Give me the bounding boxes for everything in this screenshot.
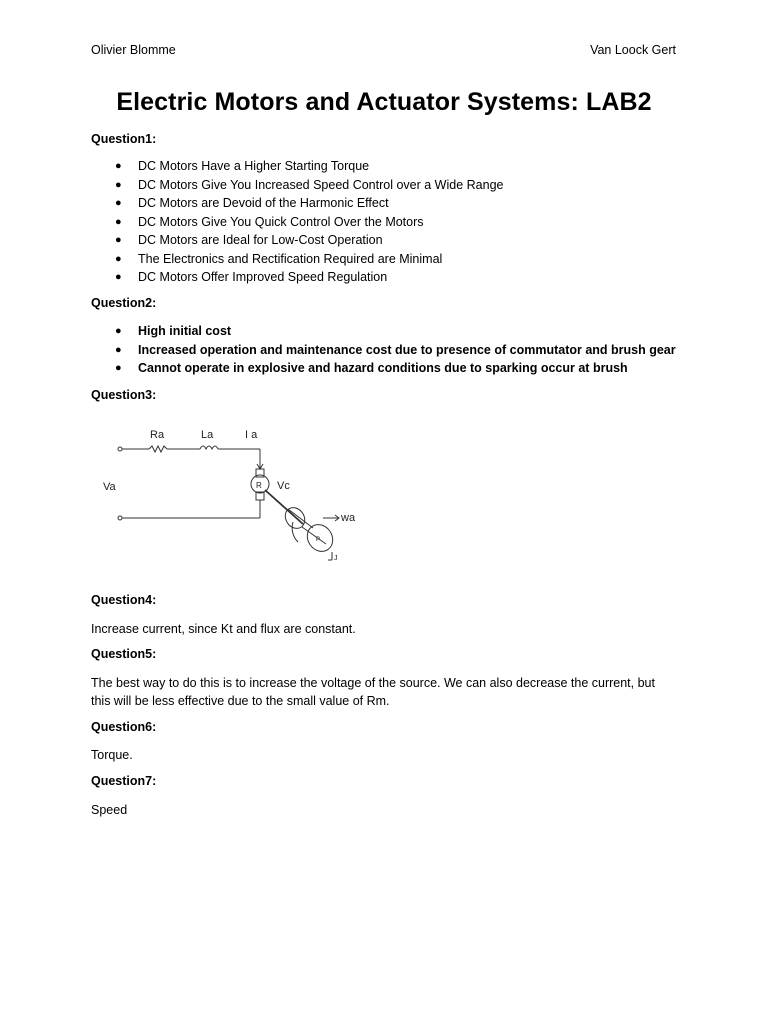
bullet-icon: ● [115,362,122,374]
bullet-icon: ● [115,160,122,172]
list-item: ● DC Motors Give You Increased Speed Control over a Wide Range [91,176,503,195]
question5-answer: The best way to do this is to increase the voltage of the source. We can also decrease the current, but this will be less effective due to the small value of Rm. [91,676,655,708]
dc-motor-circuit-diagram [95,420,365,570]
bullet-icon: ● [115,197,122,209]
label-va: Va [103,481,116,493]
label-ra: Ra [150,429,165,441]
terminal-bottom-icon [118,516,122,520]
list-item: ● High initial cost [91,322,676,341]
list-item: ● DC Motors are Devoid of the Harmonic Effect [91,194,503,213]
list-item: ● DC Motors Have a Higher Starting Torque [91,157,503,176]
list-item: ● The Electronics and Rectification Required are Minimal [91,250,503,269]
list-item: ● DC Motors are Ideal for Low-Cost Operation [91,231,503,250]
list-item: ● Increased operation and maintenance cost due to presence of commutator and brush gear [91,341,676,360]
list-item: ● DC Motors Offer Improved Speed Regulation [91,268,503,287]
bullet-icon: ● [115,271,122,283]
label-wa: wa [341,512,356,524]
bullet-icon: ● [115,234,122,246]
question1-label: Question1: [91,132,157,146]
label-load: P [316,537,321,543]
inductor-icon [200,446,218,449]
list-item: ● DC Motors Give You Quick Control Over the Motors [91,213,503,232]
header-author-right: Van Loock Gert [590,43,676,57]
question4-answer: Increase current, since Kt and flux are constant. [91,622,356,636]
question3-label: Question3: [91,388,157,402]
bullet-icon: ● [115,325,122,337]
header-author-left: Olivier Blomme [91,43,176,57]
resistor-icon [149,446,167,452]
label-ia: I a [245,429,258,441]
bullet-icon: ● [115,252,122,265]
list-item: ● Cannot operate in explosive and hazard conditions due to sparking occur at brush [91,359,676,378]
terminal-top-icon [118,447,122,451]
question4-label: Question4: [91,593,157,607]
question5-label: Question5: [91,647,157,661]
bullet-icon: ● [115,343,122,356]
question7-label: Question7: [91,774,157,788]
question2-label: Question2: [91,296,157,310]
question6-label: Question6: [91,720,157,734]
page-title: Electric Motors and Actuator Systems: LAB2 [116,88,652,116]
label-vc: Vc [277,480,290,492]
bullet-icon: ● [115,215,122,228]
question7-answer: Speed [91,803,128,817]
question6-answer: Torque. [91,748,133,762]
label-la: La [201,429,214,441]
label-motor: R [256,481,262,490]
label-j: J [334,555,338,562]
bullet-icon: ● [115,178,122,191]
question1-bullet-list [91,157,503,287]
question2-bullet-list [91,322,676,378]
